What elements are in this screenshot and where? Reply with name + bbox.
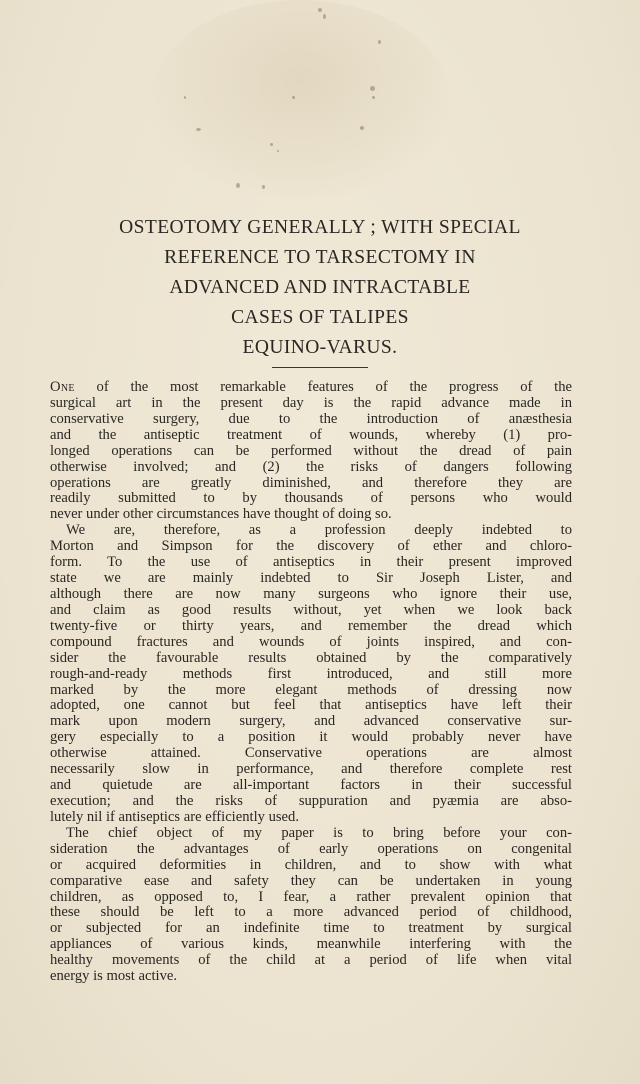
text-line: Morton and Simpson for the discovery of ether and chloro- — [50, 538, 572, 555]
text-line: twenty-five or thirty years, and remember the dread which — [50, 617, 572, 634]
text-line: appliances of various kinds, meanwhile interfering with the — [50, 936, 572, 953]
text-line: readily submitted to by thousands of persons who would — [50, 490, 572, 507]
text-line: longed operations can be performed without the dread of pain — [50, 442, 572, 459]
speck — [270, 143, 273, 146]
text-line: execution; and the risks of suppuration and pyæmia are abso- — [50, 792, 572, 809]
article-title — [40, 213, 600, 363]
text-line: The chief object of my paper is to bring before your con- — [66, 824, 572, 841]
text-line: marked by the more elegant methods of dressing now — [50, 681, 572, 698]
text-line: One of the most remarkable features of the progress of the — [50, 379, 572, 395]
text-line: and quietude are all-important factors in their successful — [50, 777, 572, 794]
text-line: sideration the advantages of early operations on congenital — [50, 840, 572, 857]
text-line: lutely nil if antiseptics are efficiently used. — [50, 808, 299, 825]
text-line: or acquired deformities in children, and to show with what — [50, 856, 572, 873]
speck — [292, 96, 295, 99]
text-line: healthy movements of the child at a period of life when vital — [50, 952, 572, 969]
text-line: and the antiseptic treatment of wounds, whereby (1) pro- — [50, 426, 572, 443]
title-line: REFERENCE TO TARSECTOMY IN — [164, 247, 476, 268]
speck — [318, 8, 322, 12]
text-line: rough-and-ready methods first introduced, and still more — [50, 665, 572, 682]
text-line: sider the favourable results obtained by the comparatively — [50, 649, 572, 666]
lead-word: One — [50, 379, 75, 395]
text-line: mark upon modern surgery, and advanced conservative sur- — [50, 713, 572, 730]
text-line: or subjected for an indefinite time to treatment by surgical — [50, 920, 572, 937]
paper-stain — [150, 0, 450, 200]
text-line: these should be left to a more advanced period of childhood, — [50, 904, 572, 921]
text-line: adopted, one cannot but feel that antiseptics have left their — [50, 697, 572, 714]
article-body — [50, 380, 572, 985]
text-line: state we are mainly indebted to Sir Joseph Lister, and — [50, 570, 572, 587]
title-line: EQUINO-VARUS. — [242, 337, 398, 358]
speck — [360, 126, 364, 130]
title-divider — [272, 367, 368, 368]
text-line: compound fractures and wounds of joints inspired, and con- — [50, 633, 572, 650]
text-line: otherwise involved; and (2) the risks of dangers following — [50, 458, 572, 475]
text-line: operations are greatly diminished, and therefore they are — [50, 474, 572, 491]
text-line: form. To the use of antiseptics in their present improved — [50, 554, 572, 571]
speck — [372, 96, 375, 99]
speck — [236, 183, 240, 188]
text-line: gery especially to a position it would probably never have — [50, 729, 572, 746]
speck — [370, 86, 375, 91]
speck — [262, 185, 265, 189]
title-line: ADVANCED AND INTRACTABLE — [169, 277, 471, 298]
text-line: necessarily slow in performance, and therefore complete rest — [50, 761, 572, 778]
text-line: although there are now many surgeons who ignore their use, — [50, 585, 572, 602]
speck — [196, 128, 201, 131]
text-line: comparative ease and safety they can be undertaken in young — [50, 872, 572, 889]
speck — [378, 40, 381, 44]
text-line: energy is most active. — [50, 968, 177, 985]
title-line: CASES OF TALIPES — [231, 307, 409, 328]
speck — [323, 14, 326, 19]
title-line: OSTEOTOMY GENERALLY ; WITH SPECIAL — [119, 217, 521, 238]
text-line: surgical art in the present day is the rapid advance made in — [50, 394, 572, 411]
text-line: children, as opposed to, I fear, a rather prevalent opinion that — [50, 888, 572, 905]
speck — [277, 150, 279, 152]
speck — [184, 96, 186, 99]
text-line: never under other circumstances have thought of doing so. — [50, 506, 392, 523]
text-line: We are, therefore, as a profession deeply indebted to — [66, 522, 572, 539]
text-line: otherwise attained. Conservative operations are almost — [50, 745, 572, 762]
text-line: conservative surgery, due to the introduction of anæsthesia — [50, 410, 572, 427]
text-line: and claim as good results without, yet when we look back — [50, 601, 572, 618]
